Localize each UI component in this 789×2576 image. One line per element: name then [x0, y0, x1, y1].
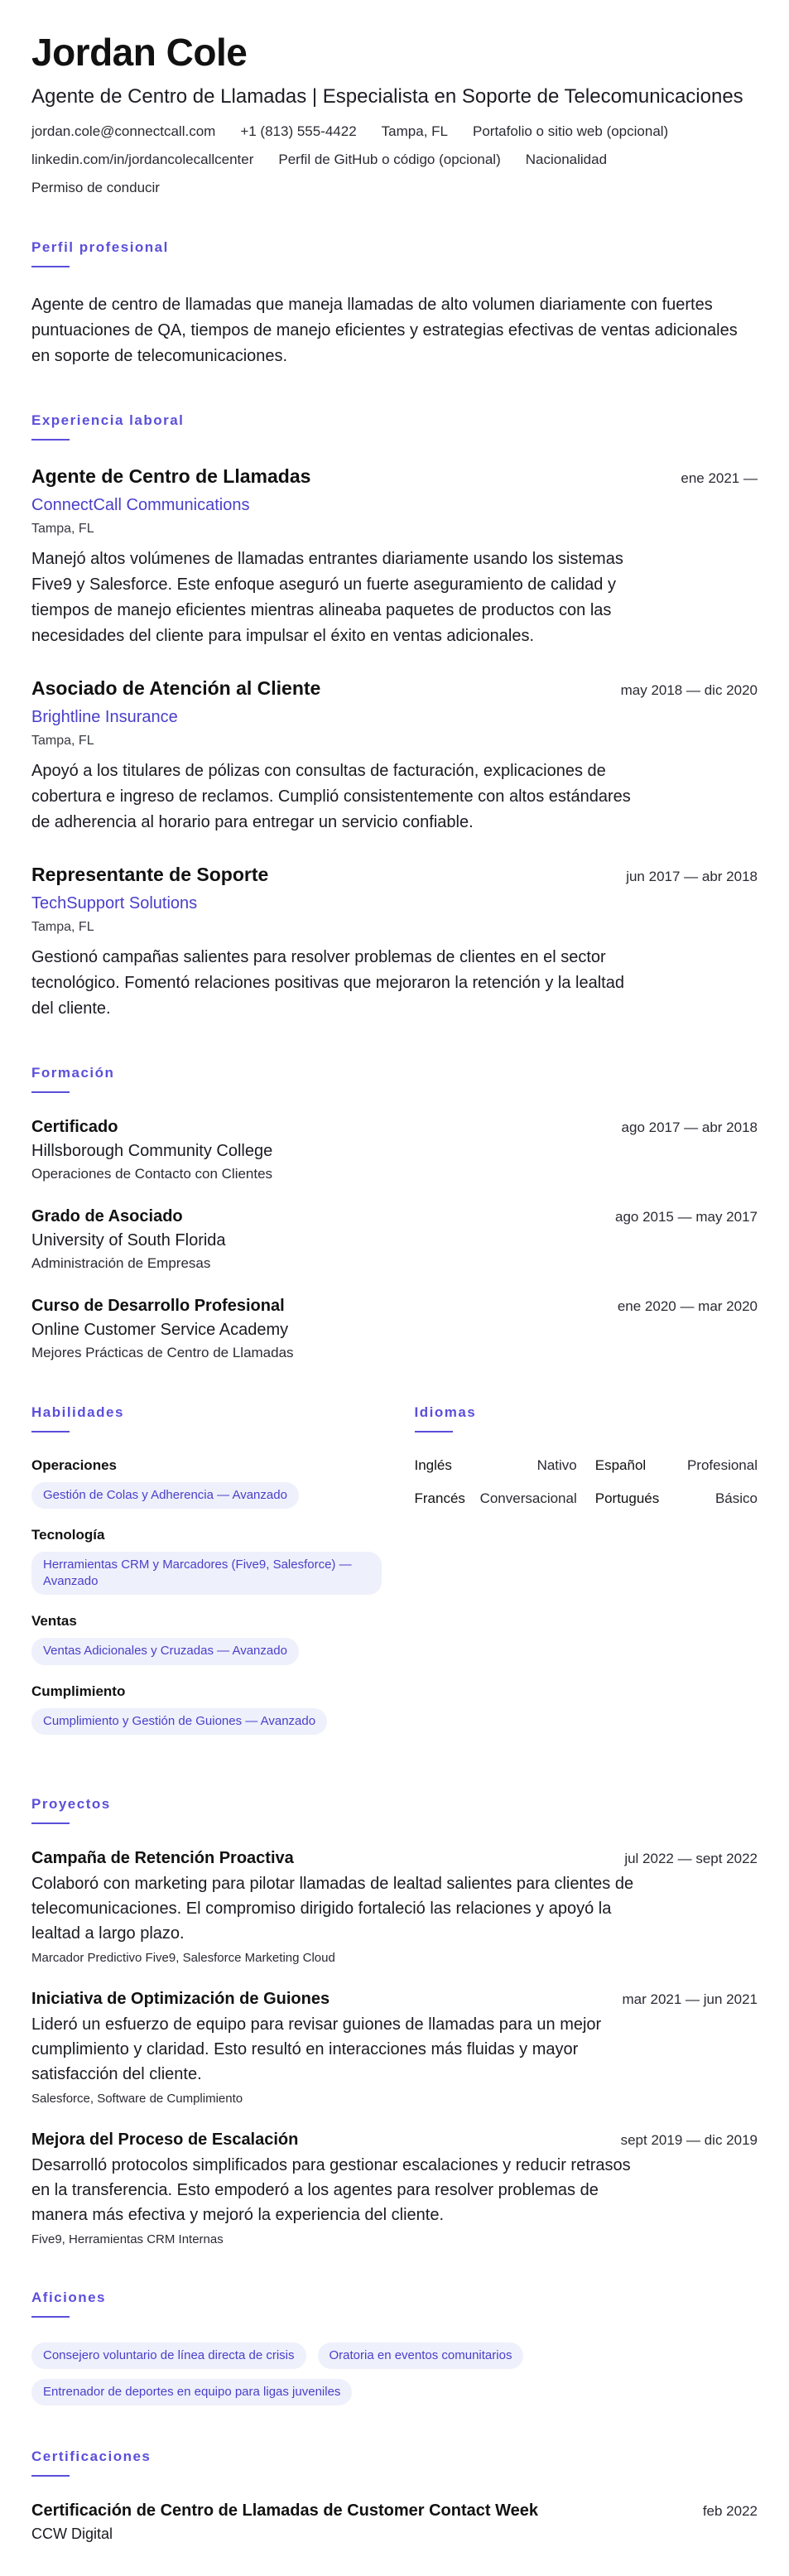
section-title: Perfil profesional	[31, 238, 169, 255]
projects-section	[31, 1796, 758, 2246]
skill-category: Tecnología	[31, 1526, 105, 1543]
summary-text: Agente de centro de llamadas que maneja llamadas de alto volumen diariamente con fuertes puntuaciones de QA, tiempos de manejo eficientes y estrategias efectivas de ventas adicionales en soporte de telecomunicaciones.	[31, 295, 738, 365]
project-date: mar 2021 — jun 2021	[622, 1991, 758, 2007]
job-title: Asociado de Atención al Cliente	[31, 677, 321, 699]
certifications-section	[31, 2448, 758, 2543]
job-company[interactable]: TechSupport Solutions	[31, 893, 198, 912]
hobby-list	[31, 2342, 758, 2406]
job-title: Agente de Centro de Llamadas	[31, 465, 311, 487]
education-school: Hillsborough Community College	[31, 1141, 273, 1160]
contact-email[interactable]: jordan.cole@connectcall.com	[31, 123, 216, 139]
project-description: Colaboró con marketing para pilotar llamadas de lealtad salientes para clientes de telecomunicaciones. El compromiso dirigido fortaleció las relaciones y apoyó la lealtad a largo plazo.	[31, 1874, 634, 1943]
language-name: Francés	[414, 1490, 465, 1506]
education-school: University of South Florida	[31, 1230, 226, 1249]
skill-group	[31, 1613, 382, 1664]
section-title: Certificaciones	[31, 2448, 152, 2465]
job-location: Tampa, FL	[31, 733, 94, 748]
skills-column	[31, 1404, 382, 1753]
job-entry	[31, 677, 758, 835]
education-date: ene 2020 — mar 2020	[617, 1298, 758, 1314]
project-entry	[31, 1849, 758, 1965]
education-school: Online Customer Service Academy	[31, 1320, 289, 1339]
language-name: Inglés	[414, 1457, 452, 1473]
certification-entry	[31, 2501, 758, 2543]
hobby-pill: Oratoria en eventos comunitarios	[318, 2342, 524, 2369]
hobby-pill: Consejero voluntario de línea directa de crisis	[31, 2342, 306, 2369]
job-company[interactable]: Brightline Insurance	[31, 707, 178, 726]
contact-linkedin[interactable]: linkedin.com/in/jordancolecallcenter	[31, 151, 254, 167]
skill-group	[31, 1683, 382, 1735]
education-field: Operaciones de Contacto con Clientes	[31, 1165, 273, 1182]
language-level: Nativo	[536, 1457, 577, 1473]
language-list	[415, 1457, 758, 1507]
education-field: Administración de Empresas	[31, 1254, 211, 1271]
contact-website[interactable]: Portafolio o sitio web (opcional)	[472, 123, 669, 139]
section-divider	[31, 2316, 70, 2318]
section-divider	[31, 439, 70, 441]
skill-category: Operaciones	[31, 1457, 117, 1473]
certification-issuer: CCW Digital	[31, 2525, 113, 2543]
job-description: Apoyó a los titulares de pólizas con consultas de facturación, explicaciones de cobertura e ingreso de reclamos. Cumplió consistentemente con altos estándares de adherencia al horario para entregar un servicio confiable.	[31, 761, 631, 831]
project-title: Mejora del Proceso de Escalación	[31, 2130, 299, 2149]
contact-phone[interactable]: +1 (813) 555-4422	[240, 123, 357, 139]
summary-section	[31, 239, 758, 369]
project-title: Campaña de Retención Proactiva	[31, 1848, 294, 1867]
skill-group	[31, 1457, 382, 1509]
section-divider	[31, 1091, 70, 1093]
job-date: jun 2017 — abr 2018	[626, 868, 758, 884]
skill-pill: Herramientas CRM y Marcadores (Five9, Salesforce) — Avanzado	[31, 1552, 382, 1596]
project-date: jul 2022 — sept 2022	[624, 1850, 758, 1866]
section-title: Aficiones	[31, 2289, 107, 2305]
job-description: Manejó altos volúmenes de llamadas entrantes diariamente usando los sistemas Five9 y Salesforce. Este enfoque aseguró un fuerte aseguramiento de calidad y tiempos de manejo eficientes mientras alineaba paquetes de productos con las necesidades del cliente para impulsar el éxito en ventas adicionales.	[31, 549, 623, 645]
skill-category: Ventas	[31, 1613, 77, 1630]
education-section	[31, 1065, 758, 1361]
language-item	[595, 1457, 758, 1474]
job-description: Gestionó campañas salientes para resolver problemas de clientes en el sector tecnológico. Fomentó relaciones positivas que mejoraron la retención y la lealtad del cliente.	[31, 947, 624, 1018]
skills-languages-section	[31, 1404, 758, 1753]
language-level: Básico	[714, 1490, 758, 1506]
language-name: Portugués	[594, 1490, 660, 1506]
project-entry	[31, 2131, 758, 2246]
language-item	[595, 1490, 758, 1507]
education-entry	[31, 1207, 758, 1272]
contact-location: Tampa, FL	[381, 123, 448, 139]
education-degree: Curso de Desarrollo Profesional	[31, 1296, 285, 1315]
hobby-pill: Entrenador de deportes en equipo para ligas juveniles	[31, 2379, 352, 2405]
contact-driving-license: Permiso de conducir	[31, 179, 160, 195]
section-divider	[31, 266, 70, 267]
project-technologies: Five9, Herramientas CRM Internas	[31, 2232, 224, 2246]
education-date: ago 2017 — abr 2018	[621, 1119, 758, 1135]
education-date: ago 2015 — may 2017	[614, 1208, 758, 1225]
skill-pill: Gestión de Colas y Adherencia — Avanzado	[31, 1482, 299, 1509]
section-title: Experiencia laboral	[31, 412, 185, 428]
resume-header	[31, 31, 758, 196]
section-divider	[415, 1431, 453, 1432]
contact-list	[31, 123, 758, 196]
project-description: Desarrolló protocolos simplificados para gestionar escalaciones y reducir retrasos en la transferencia. Esto empoderó a los agentes para resolver problemas de manera más efectiva y mejoró la experiencia del cliente.	[31, 2155, 631, 2224]
job-location: Tampa, FL	[31, 919, 94, 934]
education-field: Mejores Prácticas de Centro de Llamadas	[31, 1344, 294, 1360]
section-title: Proyectos	[31, 1795, 111, 1812]
language-level: Conversacional	[479, 1490, 577, 1506]
skill-category: Cumplimiento	[31, 1683, 126, 1699]
project-technologies: Salesforce, Software de Cumplimiento	[31, 2091, 243, 2106]
hobbies-section	[31, 2290, 758, 2406]
education-degree: Certificado	[31, 1117, 118, 1136]
section-divider	[31, 1431, 70, 1432]
language-level: Profesional	[686, 1457, 758, 1473]
project-title: Iniciativa de Optimización de Guiones	[31, 1989, 330, 2008]
language-name: Español	[594, 1457, 647, 1473]
education-entry	[31, 1118, 758, 1182]
contact-nationality: Nacionalidad	[525, 151, 608, 167]
education-degree: Grado de Asociado	[31, 1206, 183, 1225]
experience-section	[31, 412, 758, 1022]
job-entry	[31, 465, 758, 649]
candidate-name: Jordan Cole	[31, 31, 248, 74]
certification-title: Certificación de Centro de Llamadas de Customer Contact Week	[31, 2501, 539, 2521]
project-date: sept 2019 — dic 2019	[620, 2131, 758, 2148]
job-entry	[31, 864, 758, 1022]
section-divider	[31, 2475, 70, 2477]
project-description: Lideró un esfuerzo de equipo para revisar guiones de llamadas para un mejor cumplimiento y claridad. Esto resultó en interacciones más fluidas y mayor satisfacción del cliente.	[31, 2015, 602, 2083]
section-title: Formación	[31, 1064, 115, 1081]
section-title: Habilidades	[31, 1404, 124, 1420]
languages-column	[415, 1404, 758, 1753]
section-title: Idiomas	[414, 1404, 477, 1420]
job-date: ene 2021 —	[681, 469, 758, 486]
job-company[interactable]: ConnectCall Communications	[31, 495, 250, 514]
candidate-headline: Agente de Centro de Llamadas | Especialista en Soporte de Telecomunicaciones	[31, 84, 743, 108]
certification-date: feb 2022	[702, 2503, 758, 2520]
language-item	[415, 1490, 577, 1507]
skill-pill: Ventas Adicionales y Cruzadas — Avanzado	[31, 1638, 299, 1664]
job-location: Tampa, FL	[31, 521, 94, 536]
skill-group	[31, 1527, 382, 1596]
language-item	[415, 1457, 577, 1474]
contact-github[interactable]: Perfil de GitHub o código (opcional)	[278, 151, 501, 167]
skill-pill: Cumplimiento y Gestión de Guiones — Avanzado	[31, 1708, 327, 1735]
job-title: Representante de Soporte	[31, 863, 269, 885]
project-technologies: Marcador Predictivo Five9, Salesforce Marketing Cloud	[31, 1950, 335, 1965]
project-entry	[31, 1990, 758, 2106]
education-entry	[31, 1297, 758, 1361]
job-date: may 2018 — dic 2020	[620, 681, 758, 698]
section-divider	[31, 1822, 70, 1824]
